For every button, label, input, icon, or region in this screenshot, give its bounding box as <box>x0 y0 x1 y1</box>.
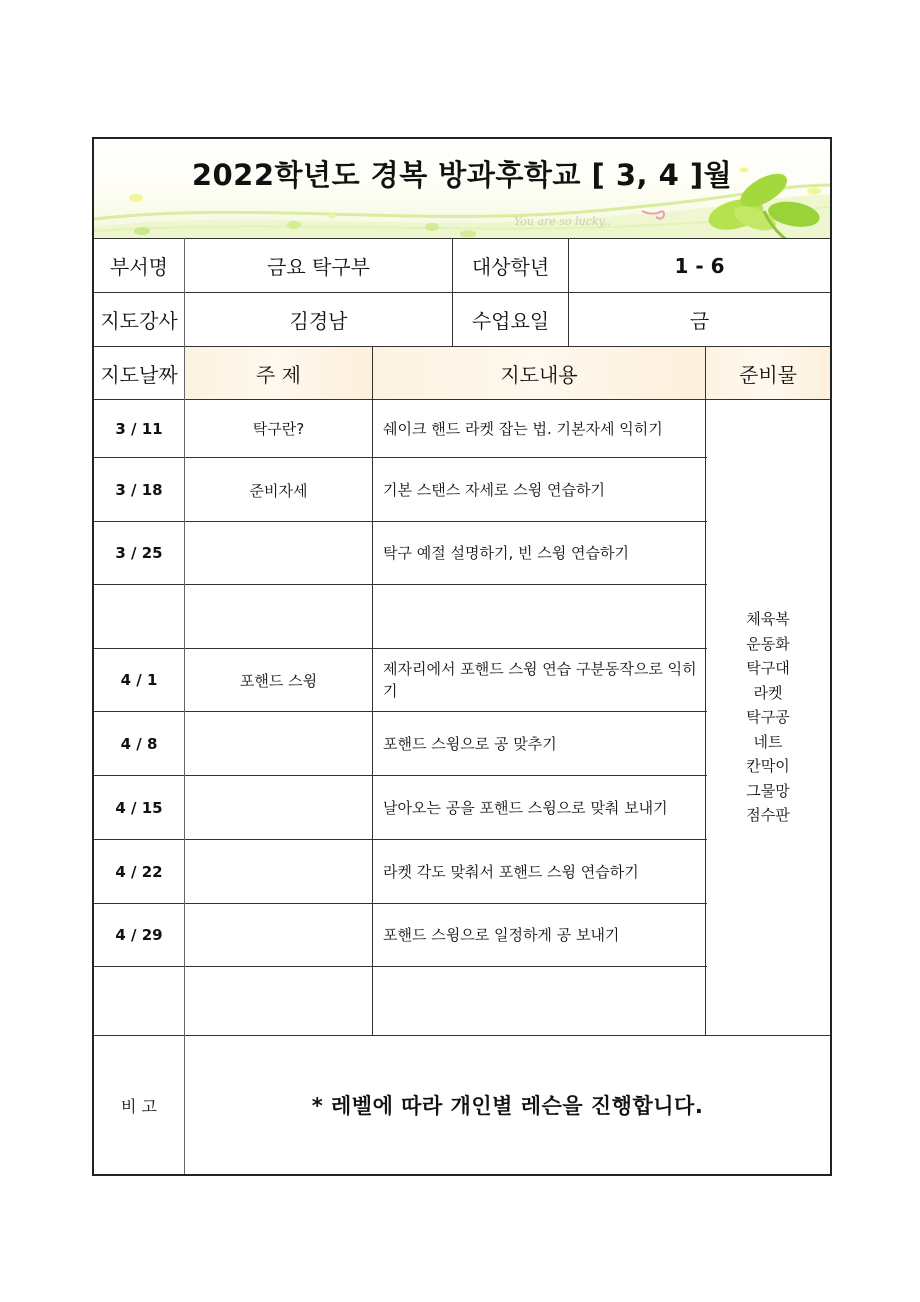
material-item: 운동화 <box>746 634 790 653</box>
material-item: 라켓 <box>753 683 783 702</box>
row-date <box>94 967 184 1035</box>
row-date: 4 / 15 <box>115 798 163 817</box>
material-item: 네트 <box>753 732 783 751</box>
row-content <box>373 585 705 648</box>
row-content: 탁구 예절 설명하기, 빈 스윙 연습하기 <box>383 544 629 562</box>
header-materials: 준비물 <box>706 347 830 399</box>
after-school-plan-sheet <box>92 137 832 1176</box>
row-date: 4 / 29 <box>115 926 163 944</box>
teacher-value: 김경남 <box>289 309 348 333</box>
day-label: 수업요일 <box>471 309 550 333</box>
svg-text:You are so lucky..: You are so lucky.. <box>514 215 611 228</box>
material-item: 칸막이 <box>746 757 790 776</box>
row-content: 쉐이크 핸드 라켓 잡는 법. 기본자세 익히기 <box>383 419 663 438</box>
row-topic <box>185 585 372 648</box>
row-topic <box>185 840 372 903</box>
row-topic <box>185 776 372 839</box>
row-content: 포핸드 스윙으로 공 맞추기 <box>383 734 557 753</box>
material-item: 그물망 <box>746 781 790 800</box>
row-date: 3 / 11 <box>115 419 163 438</box>
row-content: 날아오는 공을 포핸드 스윙으로 맞춰 보내기 <box>383 798 668 817</box>
dept-label: 부서명 <box>110 255 168 279</box>
row-topic <box>185 904 372 966</box>
material-item: 체육복 <box>746 610 790 629</box>
header-date: 지도날짜 <box>100 362 178 387</box>
grade-value: 1 - 6 <box>674 253 725 278</box>
day-value: 금 <box>689 309 710 333</box>
header-content: 지도내용 <box>373 347 705 399</box>
page-title: 2022학년도 경복 방과후학교 [ 3, 4 ]월 <box>191 158 733 192</box>
row-topic: 포핸드 스윙 <box>239 671 318 690</box>
materials-cell <box>706 400 830 1035</box>
material-item: 점수판 <box>746 806 790 825</box>
materials-list <box>746 607 789 828</box>
remarks-label: 비 고 <box>121 1096 157 1116</box>
grade-label: 대상학년 <box>471 255 550 279</box>
row-content: 제자리에서 포핸드 스윙 연습 구분동작으로 익히기 <box>383 660 697 700</box>
row-date: 4 / 22 <box>115 862 163 881</box>
row-date <box>94 585 184 648</box>
header-topic: 주 제 <box>185 347 372 399</box>
row-content: 포핸드 스윙으로 일정하게 공 보내기 <box>383 926 620 944</box>
teacher-label: 지도강사 <box>100 309 178 333</box>
material-item: 탁구공 <box>746 708 790 727</box>
row-topic <box>185 522 372 584</box>
title-banner <box>94 139 830 239</box>
row-date: 3 / 18 <box>115 480 163 499</box>
row-topic: 준비자세 <box>249 482 308 500</box>
row-topic: 탁구란? <box>252 420 305 438</box>
remarks-text: * 레벨에 따라 개인별 레슨을 진행합니다. <box>311 1094 704 1118</box>
dept-value: 금요 탁구부 <box>267 255 370 279</box>
row-date: 4 / 8 <box>120 734 158 753</box>
row-content <box>373 967 705 1035</box>
row-date: 4 / 1 <box>120 671 158 689</box>
row-topic <box>185 712 372 775</box>
row-topic <box>185 967 372 1035</box>
material-item: 탁구대 <box>746 659 790 678</box>
row-date: 3 / 25 <box>115 544 163 562</box>
row-content: 라켓 각도 맞춰서 포핸드 스윙 연습하기 <box>383 862 639 881</box>
row-content: 기본 스탠스 자세로 스윙 연습하기 <box>383 480 605 499</box>
